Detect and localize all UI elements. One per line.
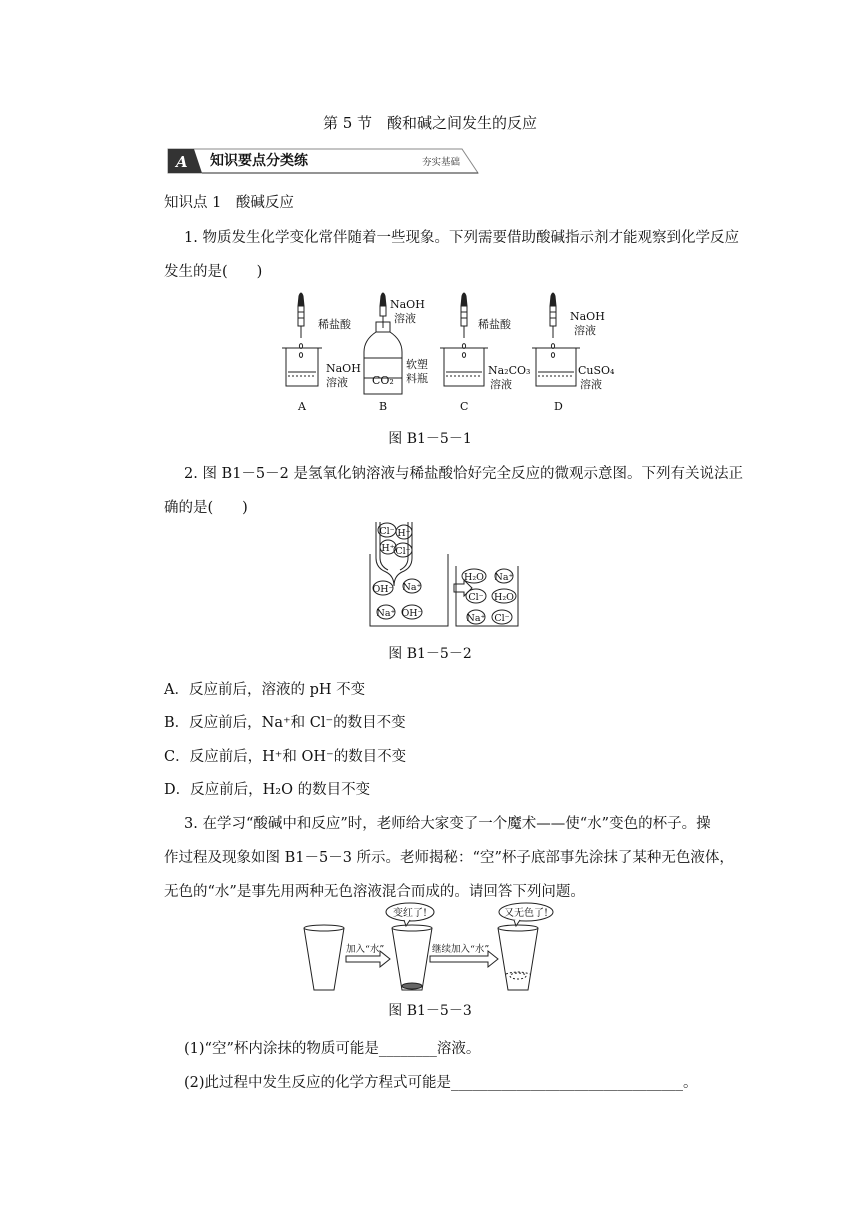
fig1-d-label: D: [554, 400, 563, 413]
ion-cl-2: Cl⁻: [395, 546, 411, 557]
q1-line1: 1. 物质发生化学变化常伴随着一些现象。下列需要借助酸碱指示剂才能观察到化学反应: [184, 230, 739, 246]
ion-na-1: Na⁺: [402, 582, 422, 593]
ion-h-1: H⁺: [397, 528, 411, 539]
q2-line2: 确的是( ): [164, 500, 248, 516]
q2-option-a: A．反应前后，溶液的 pH 不变: [164, 682, 366, 698]
figure-caption-2: 图 B1－5－2: [388, 646, 472, 662]
ion-na-3: Na⁺: [494, 572, 514, 583]
fig1-b-top1: NaOH: [390, 298, 425, 311]
q3-line2: 作过程及现象如图 B1－5－3 所示。老师揭秘：“空”杯子底部事先涂抹了某种无色液体，: [164, 850, 734, 866]
ion-na-2: Na⁺: [376, 608, 396, 619]
figure-b1-5-3: [300, 902, 554, 996]
ion-oh-2: OH⁻: [401, 608, 423, 619]
q3-line3: 无色的“水”是事先用两种无色溶液混合而成的。请回答下列问题。: [164, 884, 585, 900]
figure-b1-5-1: [280, 288, 620, 416]
q3-sub2: (2)此过程中发生反应的化学方程式可能是________________________________。: [184, 1075, 698, 1091]
fig1-b-side2: 料瓶: [406, 372, 428, 385]
fig1-d-top2: 溶液: [574, 324, 596, 337]
fig1-c-side1: Na₂CO₃: [488, 364, 531, 377]
q2-option-b: B．反应前后，Na⁺和 Cl⁻的数目不变: [164, 715, 406, 731]
q2-line1: 2. 图 B1－5－2 是氢氧化钠溶液与稀盐酸恰好完全反应的微观示意图。下列有关说法正: [184, 466, 743, 482]
page-title: 第 5 节 酸和碱之间发生的反应: [322, 114, 538, 132]
q2-option-c: C．反应前后，H⁺和 OH⁻的数目不变: [164, 749, 407, 765]
ion-oh-1: OH⁻: [372, 584, 394, 595]
fig1-c-label: C: [460, 400, 469, 413]
figure-b1-5-2: [366, 520, 526, 632]
fig1-b-top2: 溶液: [394, 312, 416, 325]
q2-option-d: D．反应前后，H₂O 的数目不变: [164, 782, 371, 798]
ion-cl-3: Cl⁻: [468, 592, 484, 603]
fig3-bubble1: 变红了!: [392, 908, 428, 919]
section-banner: [164, 146, 480, 176]
knowledge-point-1: 知识点 1 酸碱反应: [164, 195, 294, 211]
figure-caption-3: 图 B1－5－3: [388, 1003, 472, 1019]
fig1-a-side2: 溶液: [326, 376, 348, 389]
ion-h-2: H⁺: [381, 543, 395, 554]
mol-h2o-1: H₂O: [464, 572, 484, 583]
fig1-a-side1: NaOH: [326, 362, 361, 375]
ion-cl-4: Cl⁻: [494, 613, 510, 624]
ion-na-4: Na⁺: [466, 613, 486, 624]
fig3-bubble2: 又无色了!: [503, 908, 549, 919]
banner-label: 知识要点分类练: [210, 153, 308, 169]
q3-line1: 3. 在学习“酸碱中和反应”时，老师给大家变了一个魔术——使“水”变色的杯子。操: [184, 816, 711, 832]
q1-line2: 发生的是( ): [164, 264, 263, 280]
mol-h2o-2: H₂O: [494, 592, 514, 603]
banner-badge: A: [176, 153, 188, 171]
fig1-b-label: B: [379, 400, 388, 413]
ion-cl-1: Cl⁻: [379, 526, 395, 537]
fig1-a-top: 稀盐酸: [318, 318, 351, 331]
fig1-b-side1: 软塑: [406, 358, 428, 371]
banner-right: 夯实基础: [422, 157, 461, 168]
figure-caption-1: 图 B1－5－1: [388, 431, 472, 447]
fig1-d-top1: NaOH: [570, 310, 605, 323]
fig3-arrow1: 加入“水”: [346, 944, 385, 955]
fig1-a-label: A: [298, 400, 306, 413]
fig3-arrow2: 继续加入“水”: [432, 944, 490, 955]
fig1-c-side2: 溶液: [490, 378, 512, 391]
fig1-c-top: 稀盐酸: [478, 318, 511, 331]
fig1-b-inside: CO₂: [372, 374, 394, 387]
fig1-d-side2: 溶液: [580, 378, 602, 391]
fig1-d-side1: CuSO₄: [578, 364, 615, 377]
q3-sub1: (1)“空”杯内涂抹的物质可能是________溶液。: [184, 1041, 481, 1057]
